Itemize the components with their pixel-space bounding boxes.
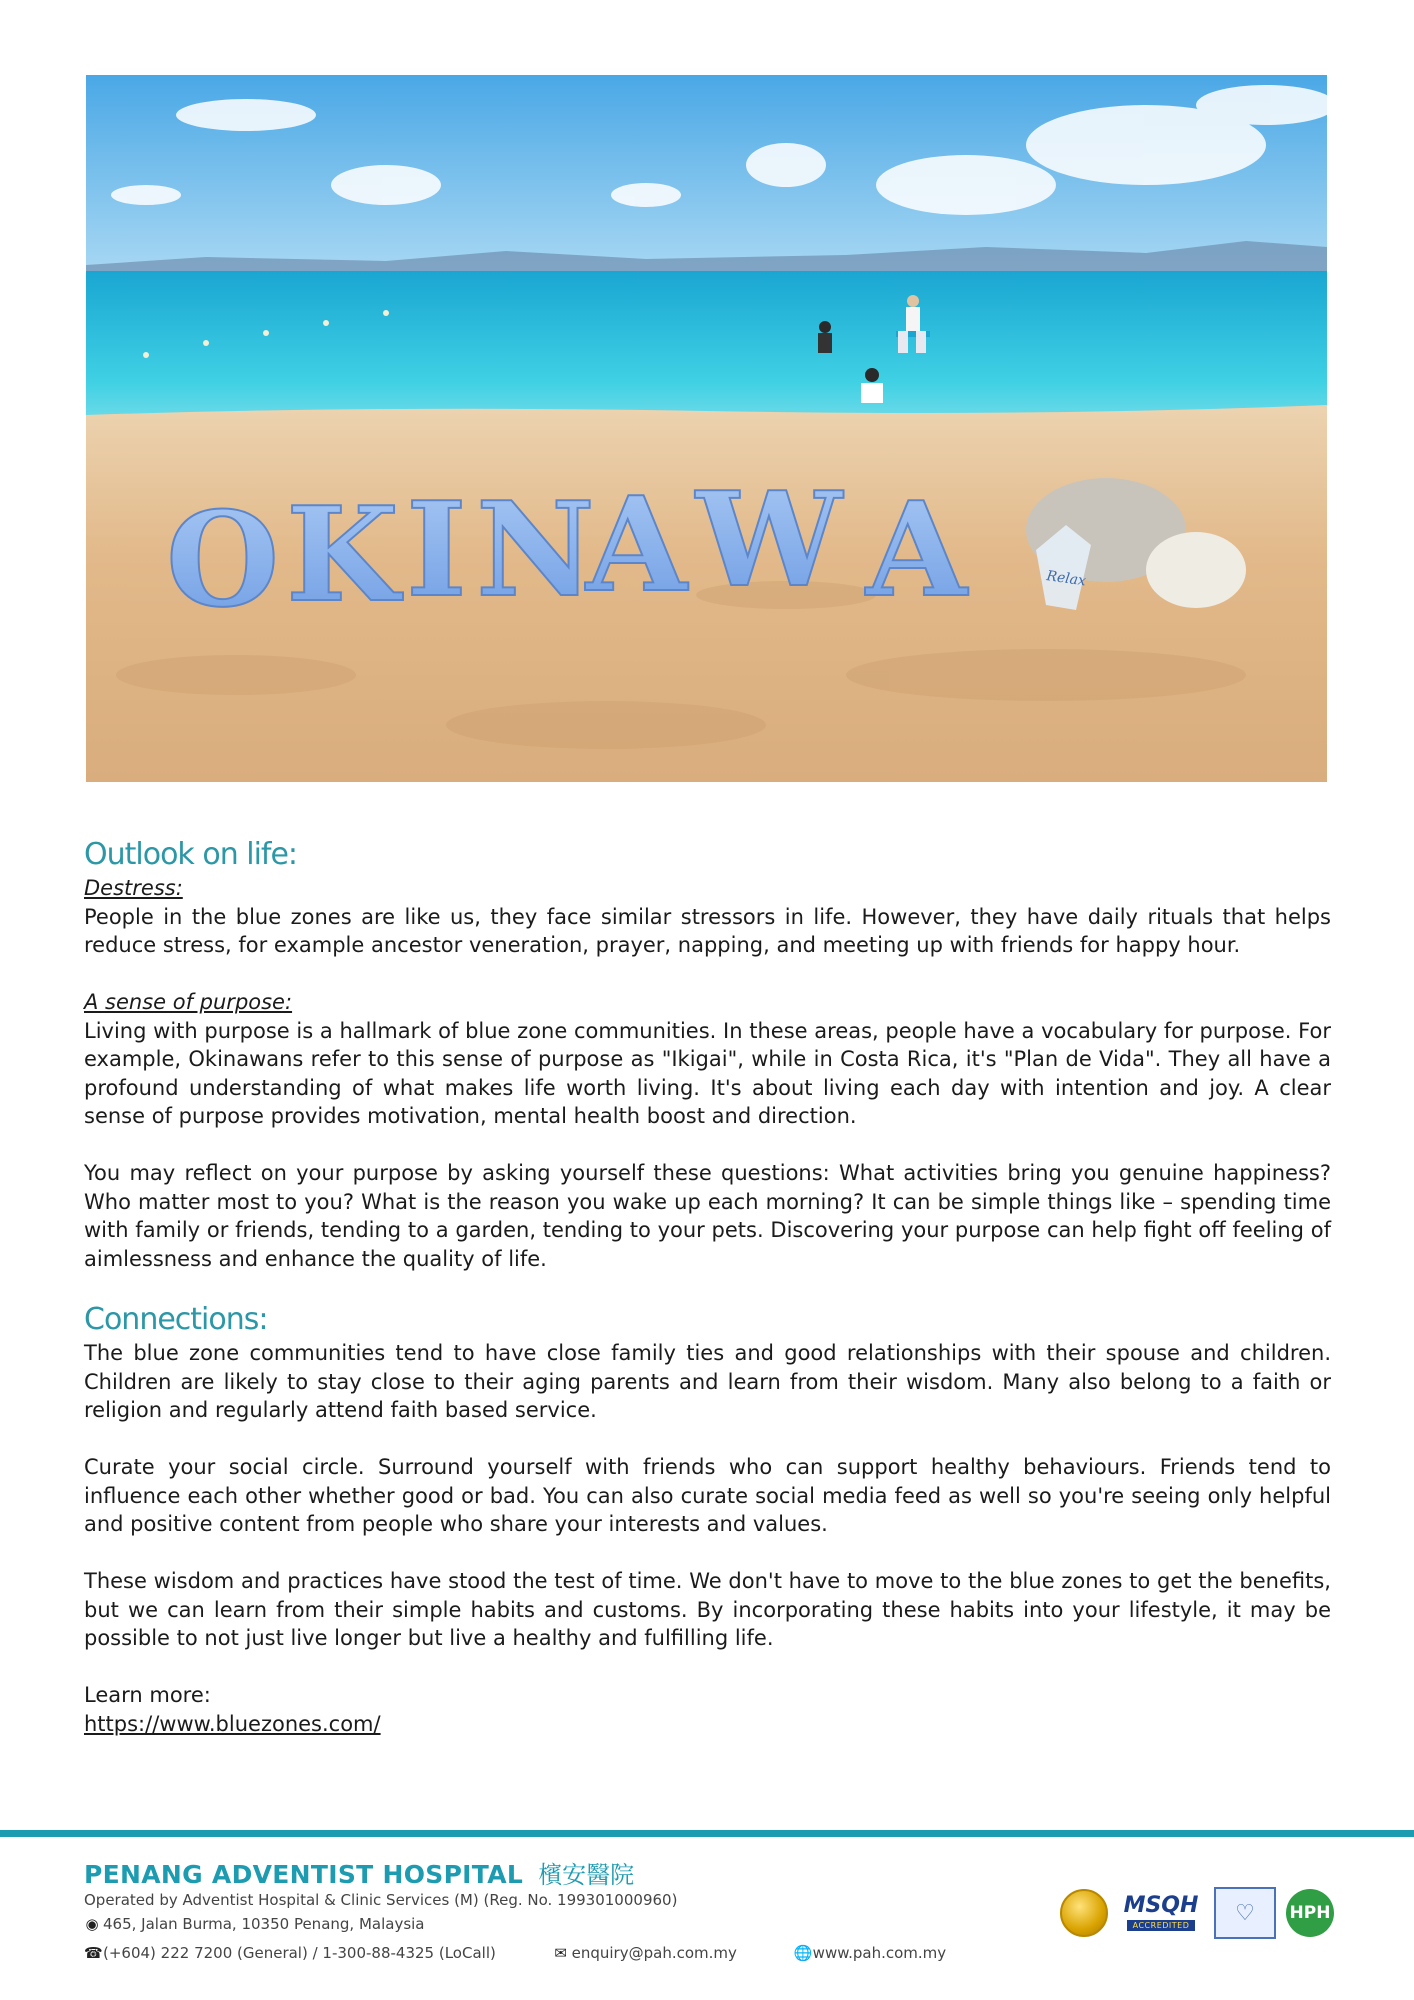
- sign-letter-a2: A: [866, 473, 967, 626]
- contact-line: [84, 1939, 1334, 1968]
- globe-icon: 🌐: [793, 1944, 813, 1962]
- website-link[interactable]: www.pah.com.my: [812, 1944, 947, 1962]
- destress-paragraph: People in the blue zones are like us, they face similar stressors in life. However, they have daily rituals that helps reduce stress, for example ancestor veneration, prayer, napping, and meeting up with friends for happy hour.: [84, 904, 1331, 957]
- baby-friendly-hospital-icon: ♡: [1214, 1887, 1276, 1939]
- sign-letter-n: N: [476, 473, 595, 626]
- sign-letter-o: O: [166, 483, 280, 636]
- connections-paragraph-2: Curate your social circle. Surround yourself with friends who can support healthy behaviours. Friends tend to influence each other whether good or bad. You can also curate social media feed as well so you're seeing only helpful and positive content from people who share your interests and values.: [84, 1455, 1331, 1536]
- outlook-heading: Outlook on life:: [84, 837, 298, 872]
- learn-more-label: Learn more:: [84, 1683, 211, 1707]
- connections-paragraph-3: These wisdom and practices have stood the test of time. We don't have to move to the blue zones to get the benefits, but we can learn from their simple habits and customs. By incorporating these habits into your lifestyle, it may be possible to not just live longer but live a healthy and fulfilling life.: [84, 1569, 1331, 1650]
- sign-letter-k: K: [286, 478, 399, 631]
- msqh-accredited-text: ACCREDITED: [1127, 1920, 1196, 1931]
- purpose-paragraph: Living with purpose is a hallmark of blue zone communities. In these areas, people have a vocabulary for purpose. For example, Okinawans refer to this sense of purpose as "Ikigai", while in Costa Rica, it's "Plan de Vida". They all have a profound understanding of what makes life worth living. It's about living each day with intention and joy. A clear sense of purpose provides motivation, mental health boost and direction.: [84, 1018, 1331, 1128]
- bluezones-link[interactable]: https://www.bluezones.com/: [84, 1711, 381, 1736]
- article-body: [84, 836, 1331, 1738]
- bottle-label: Relax: [1045, 568, 1087, 590]
- operator-line: Operated by Adventist Hospital & Clinic Services (M) (Reg. No. 199301000960): [84, 1891, 678, 1909]
- msqh-accredited-logo: [1118, 1887, 1204, 1939]
- connections-heading: Connections:: [84, 1302, 268, 1337]
- reflect-paragraph: You may reflect on your purpose by asking yourself these questions: What activities bring you genuine happiness? Who matter most to you? What is the reason you wake up each morning? It can be simple things like – spending time with family or friends, tending to a garden, tending to your pets. Discovering your purpose can help fight off feeling of aimlessness and enhance the quality of life.: [84, 1161, 1331, 1271]
- sign-letter-w: W: [696, 463, 842, 616]
- phone-icon: ☎: [84, 1944, 103, 1962]
- msqh-logo-text: MSQH: [1123, 1893, 1199, 1918]
- purpose-subheading: A sense of purpose:: [84, 990, 293, 1014]
- hero-image: [86, 75, 1327, 782]
- envelope-icon: ✉: [554, 1944, 567, 1962]
- hospital-name: PENANG ADVENTIST HOSPITAL: [84, 1860, 524, 1889]
- footer: [84, 1855, 1334, 1968]
- phone-text: (+604) 222 7200 (General) / 1-300-88-4325 (LoCall): [103, 1944, 496, 1962]
- connections-paragraph-1: The blue zone communities tend to have close family ties and good relationships with their spouse and children. Children are likely to stay close to their aging parents and learn from their wisdom. Many also belong to a faith or religion and regularly attend faith based service.: [84, 1341, 1331, 1422]
- location-pin-icon: ◉: [85, 1915, 99, 1933]
- hospital-name-chinese: 檳安醫院: [538, 1861, 635, 1889]
- destress-subheading: Destress:: [84, 876, 183, 900]
- address-text: 465, Jalan Burma, 10350 Penang, Malaysia: [103, 1915, 425, 1933]
- sign-letter-i: I: [406, 473, 467, 626]
- hph-logo: HPH: [1286, 1889, 1334, 1937]
- okinawa-beach-photo: [86, 75, 1327, 782]
- footer-divider: [0, 1830, 1414, 1837]
- sign-letter-a: A: [586, 468, 687, 621]
- email-link[interactable]: enquiry@pah.com.my: [571, 1944, 737, 1962]
- accreditation-logos: [1060, 1887, 1334, 1939]
- gold-award-seal-icon: [1060, 1889, 1108, 1937]
